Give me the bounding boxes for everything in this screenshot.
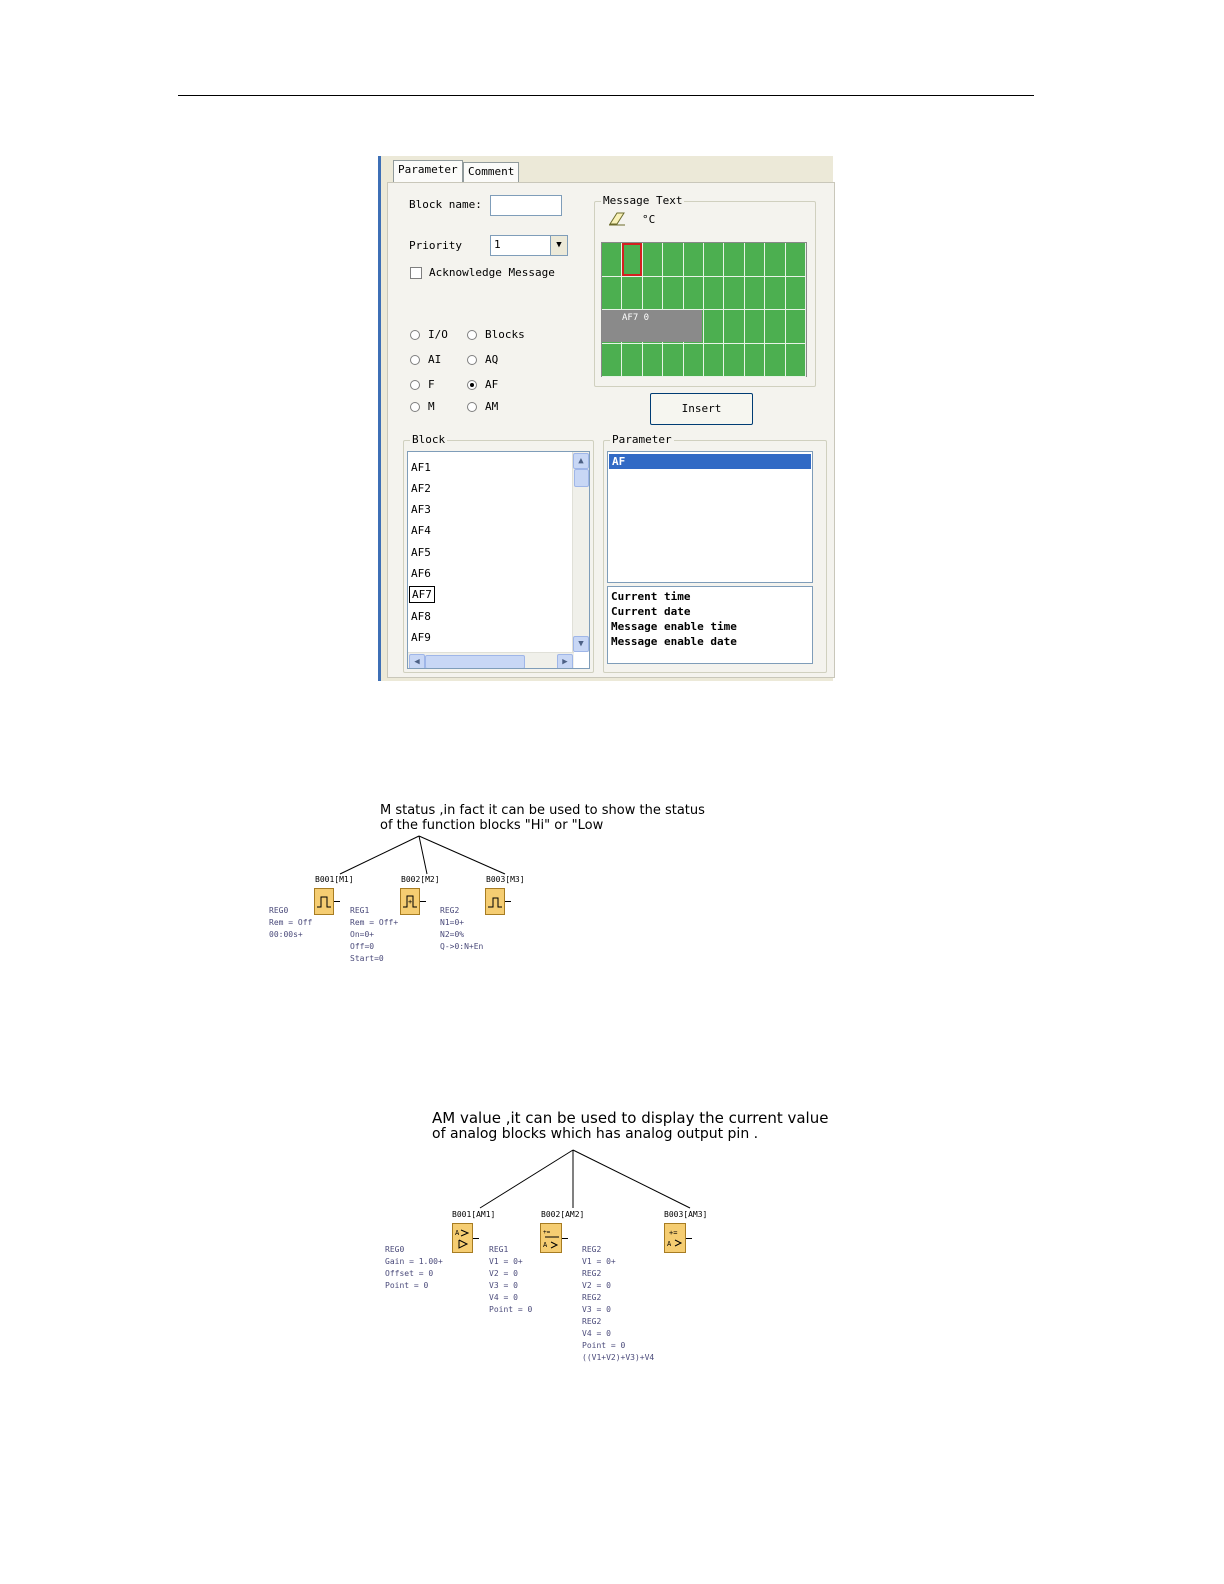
grid-cell[interactable] (704, 310, 724, 344)
reg-params-am2: REG1 V1 = 0+ V2 = 0 V3 = 0 V4 = 0 Point = 0 (489, 1245, 533, 1314)
function-block-b001[interactable] (314, 888, 334, 915)
list-item[interactable]: AF5 (411, 546, 431, 559)
scroll-down-icon[interactable]: ▼ (573, 636, 589, 652)
scroll-up-icon[interactable]: ▲ (573, 453, 589, 469)
svg-text:+=: += (669, 1229, 678, 1237)
grid-cell[interactable] (745, 344, 765, 378)
block-group (403, 433, 594, 673)
list-item[interactable]: AF4 (411, 524, 431, 537)
m-status-caption-line2: of the function blocks "Hi" or "Low (380, 818, 604, 833)
message-grid[interactable] (601, 242, 807, 377)
block-list[interactable] (407, 451, 590, 669)
tab-parameter[interactable]: Parameter (393, 160, 463, 182)
analog-arithmetic-icon (667, 1227, 685, 1249)
grid-cell[interactable] (602, 243, 622, 277)
tab-comment[interactable]: Comment (463, 162, 519, 182)
priority-label: Priority (409, 239, 462, 252)
reg-params-b003: REG2 N1=0+ N2=0% Q->0:N+En (440, 906, 484, 951)
radio-aq[interactable] (467, 355, 477, 365)
svg-text:A: A (455, 1229, 460, 1237)
list-item[interactable]: AF6 (411, 567, 431, 580)
scroll-right-icon[interactable]: ▶ (557, 654, 573, 669)
grid-cell[interactable] (765, 344, 785, 378)
block-label-b003-m3: B003[M3] (486, 875, 525, 884)
svg-text:A: A (667, 1240, 672, 1248)
block-group-title: Block (412, 433, 446, 446)
output-pin (562, 1238, 568, 1239)
eraser-icon[interactable] (607, 210, 627, 226)
function-block-b002[interactable] (400, 888, 420, 915)
grid-cell[interactable] (704, 243, 724, 277)
radio-blocks-label: Blocks (485, 328, 525, 341)
insert-button[interactable]: Insert (650, 393, 753, 425)
acknowledge-label: Acknowledge Message (429, 266, 555, 279)
analog-math-icon (543, 1226, 561, 1250)
grid-cursor (622, 243, 642, 276)
radio-m-label: M (428, 400, 435, 413)
hscroll-thumb[interactable] (425, 655, 525, 669)
radio-io[interactable] (410, 330, 420, 340)
chevron-down-icon[interactable]: ▼ (550, 236, 567, 255)
reg-params-b002: REG1 Rem = Off+ On=0+ Off=0 Start=0 (350, 906, 399, 963)
grid-cell[interactable] (602, 277, 622, 311)
plus-minus-icon (403, 894, 418, 909)
block-label-b001-am1: B001[AM1] (452, 1210, 496, 1219)
radio-io-label: I/O (428, 328, 448, 341)
pulse-icon (488, 895, 503, 909)
radio-ai[interactable] (410, 355, 420, 365)
reg-params-am1: REG0 Gain = 1.00+ Offset = 0 Point = 0 (385, 1245, 443, 1290)
list-item[interactable]: AF9 (411, 631, 431, 644)
radio-ai-label: AI (428, 353, 442, 366)
output-pin (334, 901, 340, 902)
parameter-option-list[interactable] (607, 586, 813, 664)
svg-text:A: A (543, 1241, 548, 1249)
amplifier-icon (455, 1227, 471, 1249)
block-label-b002-m2: B002[M2] (401, 875, 440, 884)
grid-cell[interactable] (786, 310, 806, 344)
grid-cell[interactable] (745, 277, 765, 311)
block-label-b002-am2: B002[AM2] (541, 1210, 585, 1219)
list-item[interactable]: AF3 (411, 503, 431, 516)
message-text-group (594, 194, 816, 387)
radio-blocks[interactable] (467, 330, 477, 340)
list-item[interactable]: Current date (611, 605, 691, 618)
grid-cell[interactable] (724, 344, 744, 378)
grid-cell[interactable] (786, 344, 806, 378)
grid-cell[interactable] (704, 277, 724, 311)
list-item[interactable]: AF8 (411, 610, 431, 623)
grid-cell[interactable] (622, 344, 642, 378)
grid-cell[interactable] (786, 277, 806, 311)
output-pin (686, 1238, 692, 1239)
block-name-label: Block name: (409, 198, 482, 211)
list-item-selected[interactable]: AF7 (409, 586, 435, 603)
grid-cell[interactable] (765, 277, 785, 311)
radio-af-label: AF (485, 378, 499, 391)
radio-af[interactable] (467, 380, 477, 390)
grid-cell[interactable] (724, 310, 744, 344)
radio-am-label: AM (485, 400, 499, 413)
grid-cell[interactable] (602, 344, 622, 378)
m-status-caption-line1: M status ,in fact it can be used to show the status (380, 803, 705, 818)
reg-params-b001: REG0 Rem = Off 00:00s+ (269, 906, 313, 939)
list-item[interactable]: Message enable time (611, 620, 737, 633)
function-block-am1[interactable] (452, 1223, 473, 1253)
list-item[interactable]: AF2 (411, 482, 431, 495)
acknowledge-checkbox[interactable] (410, 267, 422, 279)
svg-text:+: + (408, 898, 413, 906)
parameter-list[interactable] (607, 451, 813, 583)
priority-select[interactable] (490, 235, 568, 256)
grid-cell[interactable] (786, 243, 806, 277)
radio-m[interactable] (410, 402, 420, 412)
grid-cell[interactable] (765, 243, 785, 277)
block-list-vscroll[interactable] (572, 452, 589, 652)
radio-f-label: F (428, 378, 435, 391)
list-item[interactable]: AF1 (411, 461, 431, 474)
block-list-hscroll[interactable] (408, 652, 574, 669)
list-item[interactable]: Message enable date (611, 635, 737, 648)
output-pin (473, 1238, 479, 1239)
priority-value: 1 (494, 238, 501, 251)
list-item[interactable]: Current time (611, 590, 691, 603)
grid-cell[interactable] (663, 344, 683, 378)
radio-f[interactable] (410, 380, 420, 390)
scroll-left-icon[interactable]: ◀ (409, 654, 425, 669)
grid-cell[interactable] (684, 243, 704, 277)
grid-cell[interactable] (724, 277, 744, 311)
message-text-dialog (378, 156, 833, 681)
grid-cell[interactable] (622, 277, 642, 311)
grid-cell[interactable] (643, 344, 663, 378)
parameter-group (603, 433, 827, 673)
output-pin (505, 901, 511, 902)
grid-cell[interactable] (643, 243, 663, 277)
vscroll-thumb[interactable] (574, 469, 589, 487)
function-block-b003[interactable] (485, 888, 505, 915)
message-text-title: Message Text (603, 194, 683, 207)
grid-cell[interactable] (745, 243, 765, 277)
block-label-b001-m1: B001[M1] (315, 875, 354, 884)
block-name-input[interactable] (490, 195, 562, 216)
radio-am[interactable] (467, 402, 477, 412)
parameter-group-title: Parameter (612, 433, 672, 446)
grid-cell[interactable] (684, 277, 704, 311)
page-header-rule (178, 95, 1034, 96)
grid-cell[interactable] (684, 344, 704, 378)
grid-cell[interactable] (663, 277, 683, 311)
grid-inserted-text: AF7 0 (622, 313, 650, 323)
function-block-am2[interactable] (540, 1223, 562, 1253)
radio-aq-label: AQ (485, 353, 499, 366)
grid-cell[interactable] (724, 243, 744, 277)
parameter-selected-label: AF (612, 455, 626, 468)
grid-inserted-field[interactable] (602, 310, 702, 342)
svg-text:+=: += (543, 1229, 551, 1236)
am-value-connector-lines (470, 1146, 700, 1216)
parameter-selected-row[interactable] (609, 454, 811, 469)
parameter-panel (387, 182, 835, 678)
output-pin (420, 901, 426, 902)
grid-cell[interactable] (643, 277, 663, 311)
grid-cell[interactable] (704, 344, 724, 378)
block-label-b003-am3: B003[AM3] (664, 1210, 708, 1219)
grid-cell[interactable] (765, 310, 785, 344)
degree-symbol-button[interactable]: °C (642, 213, 656, 226)
reg-params-am3: REG2 V1 = 0+ REG2 V2 = 0 REG2 V3 = 0 REG2 V4 = 0 Point = 0 ((V1+V2)+V3)+V4 (582, 1245, 655, 1362)
pulse-icon (317, 895, 332, 909)
function-block-am3[interactable] (664, 1223, 686, 1253)
grid-cell[interactable] (663, 243, 683, 277)
grid-cell[interactable] (745, 310, 765, 344)
am-value-caption-line1: AM value ,it can be used to display the current value (432, 1109, 829, 1127)
am-value-caption-line2: of analog blocks which has analog output pin . (432, 1126, 759, 1142)
